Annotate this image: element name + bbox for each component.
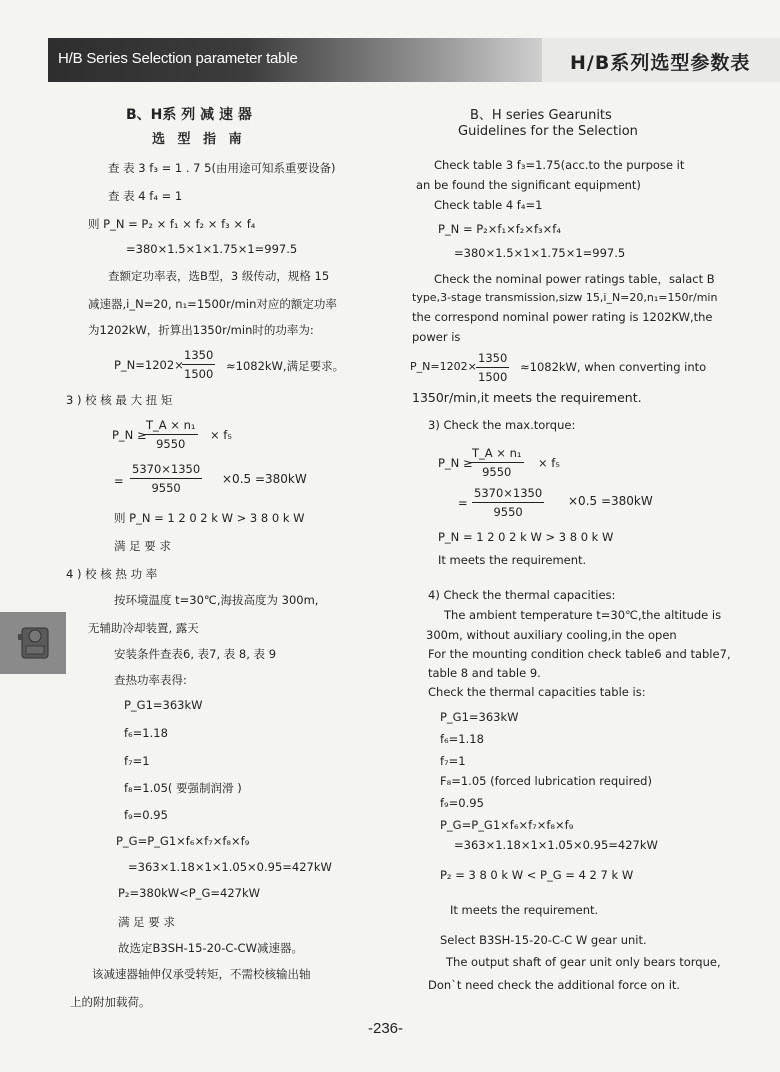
right-f8-value: F₈=1.05 (forced lubrication required)	[440, 774, 652, 788]
header-title-cn: H/B系列选型参数表	[570, 52, 751, 74]
left-eq-prefix: =	[114, 474, 124, 488]
right-pn-formula: P_N = P₂×f₁×f₂×f₃×f₄	[438, 222, 561, 236]
left-pn-formula: 则 P_N = P₂ × f₁ × f₂ × f₃ × f₄	[88, 217, 256, 231]
left-pn-numerator: 1350	[182, 348, 215, 365]
right-mounting-line1: For the mounting condition check table6 and table7,	[428, 647, 731, 661]
left-title: B、H系 列 减 速 器	[126, 107, 252, 123]
left-closing-line2: 上的附加载荷。	[70, 995, 151, 1009]
left-para-line2: 减速器,i_N=20, n₁=1500r/min对应的额定功率	[88, 297, 337, 311]
right-mounting-line2: table 8 and table 9.	[428, 666, 541, 680]
right-closing-line2: Don`t need check the additional force on it.	[428, 978, 681, 992]
left-pn-denominator: 1500	[184, 367, 214, 381]
right-para-line2: type,3-stage transmission,sizw 15,i_N=20,n₁=150r/min	[412, 291, 718, 304]
right-check-table4: Check table 4 f₄=1	[434, 198, 543, 212]
right-check-table3: Check table 3 f₃=1.75(acc.to the purpose it	[434, 158, 685, 172]
left-section3-heading: 3 ) 校 核 最 大 扭 矩	[66, 393, 173, 407]
right-pn-numerator: 1350	[476, 351, 509, 368]
left-section4-heading: 4 ) 校 核 热 功 率	[66, 567, 158, 581]
left-closing-line1: 该减速器轴伸仅承受转矩，不需校核输出轴	[92, 967, 311, 981]
left-check-table3: 查 表 3 f₃ = 1 . 7 5(由用途可知系重要设备)	[108, 161, 336, 175]
right-pg1-value: P_G1=363kW	[440, 710, 519, 724]
right-f9-value: f₉=0.95	[440, 796, 484, 810]
left-ambient-line1: 按环境温度 t=30℃,海拔高度为 300m,	[114, 593, 319, 607]
right-eq-prefix: =	[458, 496, 468, 510]
left-pn-converted-suffix: ≈1082kW,满足要求。	[226, 359, 345, 373]
left-pn-fraction	[182, 348, 215, 381]
left-f8-value: f₈=1.05( 要强制润滑 )	[124, 781, 242, 795]
right-torque-prefix: P_N ≥	[438, 456, 473, 470]
right-pg-formula: P_G=P_G1×f₆×f₇×f₈×f₉	[440, 818, 574, 832]
left-eq-fraction	[130, 462, 202, 495]
left-eq-numerator: 5370×1350	[130, 462, 202, 479]
right-f6-value: f₆=1.18	[440, 732, 484, 746]
right-torque-fraction	[470, 446, 524, 479]
left-pg1-value: P_G1=363kW	[124, 698, 203, 712]
left-torque-prefix: P_N ≥	[112, 428, 147, 442]
left-torque-fraction	[144, 418, 198, 451]
right-eq-denominator: 9550	[493, 505, 523, 519]
right-closing-line1: The output shaft of gear unit only bears torque,	[446, 955, 721, 969]
right-torque-result: P_N = 1 2 0 2 k W > 3 8 0 k W	[438, 530, 614, 544]
right-para-line1: Check the nominal power ratings table，salact B	[434, 272, 715, 286]
right-f7-value: f₇=1	[440, 754, 466, 768]
gear-unit-icon	[18, 622, 52, 662]
right-requirement-met-2: It meets the requirement.	[450, 903, 599, 917]
right-p2-compare: P₂ = 3 8 0 k W < P_G = 4 2 7 k W	[440, 868, 634, 882]
left-p2-compare: P₂=380kW<P_G=427kW	[118, 886, 261, 900]
left-mounting-line: 安装条件查表6, 表7, 表 8, 表 9	[114, 647, 277, 661]
left-f6-value: f₆=1.18	[124, 726, 168, 740]
left-f9-value: f₉=0.95	[124, 808, 168, 822]
left-thermal-table-line: 查热功率表得:	[114, 673, 187, 687]
header-band-light	[542, 38, 780, 82]
side-tab	[0, 612, 66, 674]
left-torque-result: 则 P_N = 1 2 0 2 k W > 3 8 0 k W	[114, 511, 305, 525]
right-torque-denominator: 9550	[482, 465, 512, 479]
right-eq-numerator: 5370×1350	[472, 486, 544, 503]
left-check-table4: 查 表 4 f₄ = 1	[108, 189, 183, 203]
left-torque-numerator: T_A × n₁	[144, 418, 198, 435]
left-para-line1: 查额定功率表，选B型，3 级传动，规格 15	[108, 269, 330, 283]
page-number: -236-	[368, 1020, 404, 1037]
right-para-line3: the correspond nominal power rating is 1202KW,the	[412, 310, 713, 324]
left-pn-result: =380×1.5×1×1.75×1=997.5	[126, 242, 298, 256]
left-selection: 故选定B3SH-15-20-C-CW减速器。	[118, 941, 303, 955]
right-para-line5: 1350r/min,it meets the requirement.	[412, 390, 642, 405]
left-pg-formula: P_G=P_G1×f₆×f₇×f₈×f₉	[116, 834, 250, 848]
right-pn-fraction	[476, 351, 509, 384]
right-eq-suffix: ×0.5 =380kW	[568, 494, 653, 508]
right-torque-numerator: T_A × n₁	[470, 446, 524, 463]
right-thermal-table-line: Check the thermal capacities table is:	[428, 685, 646, 699]
right-pn-denominator: 1500	[478, 370, 508, 384]
left-subtitle: 选 型 指 南	[152, 132, 246, 147]
right-pn-converted-suffix: ≈1082kW, when converting into	[520, 360, 707, 374]
left-ambient-line2: 无辅助冷却装置, 露天	[88, 621, 199, 635]
left-torque-denominator: 9550	[156, 437, 186, 451]
right-pn-result: =380×1.5×1×1.75×1=997.5	[454, 246, 626, 260]
left-eq-suffix: ×0.5 =380kW	[222, 472, 307, 486]
right-check-table3-cont: an be found the significant equipment)	[416, 178, 641, 192]
right-subtitle: Guidelines for the Selection	[458, 124, 638, 139]
right-requirement-met-1: It meets the requirement.	[438, 553, 587, 567]
left-eq-denominator: 9550	[151, 481, 181, 495]
right-pn-converted-prefix: P_N=1202×	[410, 360, 477, 373]
right-selection: Select B3SH-15-20-C-C W gear unit.	[440, 933, 647, 947]
right-pg-result: =363×1.18×1×1.05×0.95=427kW	[454, 838, 658, 852]
left-pg-result: =363×1.18×1×1.05×0.95=427kW	[128, 860, 332, 874]
left-requirement-met-2: 满 足 要 求	[118, 915, 175, 929]
right-section3-heading: 3) Check the max.torque:	[428, 418, 576, 432]
header-band-dark	[48, 38, 542, 82]
right-para-line4: power is	[412, 330, 461, 344]
left-torque-suffix: × f₅	[210, 428, 232, 442]
left-f7-value: f₇=1	[124, 754, 150, 768]
right-ambient-line2: 300m, without auxiliary cooling,in the open	[426, 628, 677, 642]
right-torque-suffix: × f₅	[538, 456, 560, 470]
left-para-line3: 为1202kW，折算出1350r/min时的功率为:	[88, 323, 314, 337]
left-pn-converted-prefix: P_N=1202×	[114, 358, 184, 372]
right-ambient-line1: The ambient temperature t=30℃,the altitude is	[444, 608, 722, 622]
header-title-en: H/B Series Selection parameter table	[58, 50, 298, 67]
right-title: B、H series Gearunits	[470, 108, 612, 123]
left-requirement-met-1: 满 足 要 求	[114, 539, 171, 553]
right-section4-heading: 4) Check the thermal capacities:	[428, 588, 616, 602]
right-eq-fraction	[472, 486, 544, 519]
